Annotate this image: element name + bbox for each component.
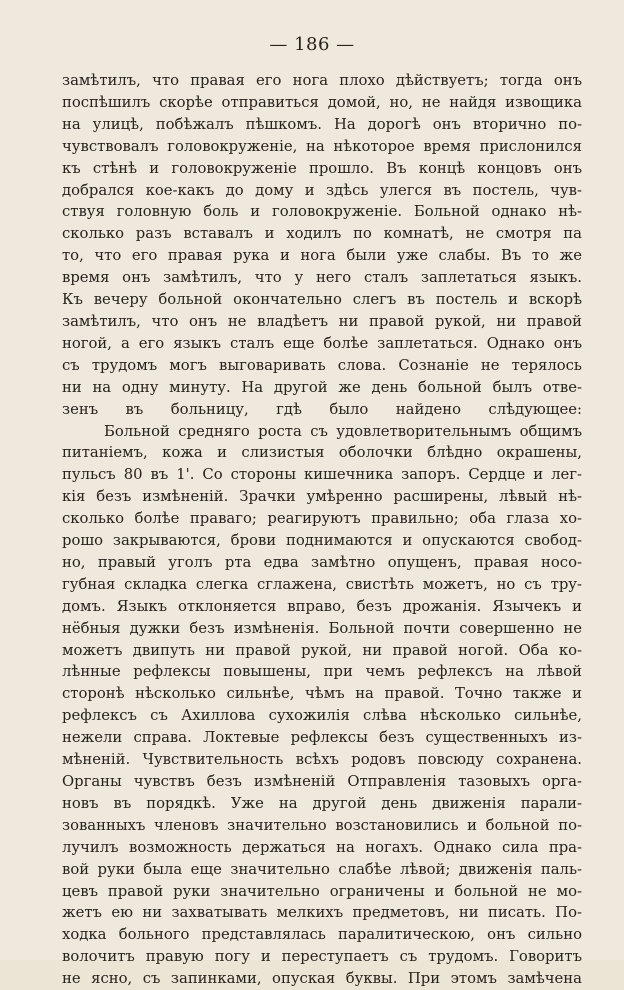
text-line: кія безъ измѣненій. Зрачки умѣренно расширены, лѣвый нѣ- [62,486,582,508]
text-line: ствуя головную боль и головокруженіе. Больной однако нѣ- [62,201,582,223]
text-line: зенъ въ больницу, гдѣ было найдено слѣдующее: [62,399,582,421]
text-line: къ стѣнѣ и головокруженіе прошло. Въ концѣ концовъ онъ [62,158,582,180]
text-line: рефлексъ съ Ахиллова сухожилія слѣва нѣсколько сильнѣе, [62,705,582,727]
text-line: лѣнные рефлексы повышены, при чемъ рефлексъ на лѣвой [62,661,582,683]
page-number: — 186 — [0,34,624,55]
text-line: питаніемъ, кожа и слизистыя оболочки блѣдно окрашены, [62,442,582,464]
text-line: цевъ правой руки значительно ограничены и больной не мо- [62,881,582,903]
text-line: можетъ двипуть ни правой рукой, ни правой ногой. Оба ко- [62,640,582,662]
text-line: новъ въ порядкѣ. Уже на другой день движенія парали- [62,793,582,815]
text-line: время онъ замѣтилъ, что у него сталъ заплетаться языкъ. [62,267,582,289]
text-line: ни на одну минуту. На другой же день больной былъ отве- [62,377,582,399]
text-line: Больной средняго роста съ удовлетворительнымъ общимъ [62,421,582,443]
text-line: лучилъ возможность держаться на ногахъ. Однако сила пра- [62,837,582,859]
text-line: ногой, а его языкъ сталъ еще болѣе заплетаться. Однако онъ [62,333,582,355]
text-line: добрался кое-какъ до дому и здѣсь улегся въ постель, чув- [62,180,582,202]
text-line: Органы чувствъ безъ измѣненій Отправленія тазовыхъ орга- [62,771,582,793]
text-line: нёбныя дужки безъ измѣненія. Больной почти совершенно не [62,618,582,640]
text-line: сколько разъ вставалъ и ходилъ по комнатѣ, не смотря па [62,223,582,245]
text-line: зованныхъ членовъ значительно возстановились и больной по- [62,815,582,837]
text-line: нежели справа. Локтевые рефлексы безъ существенныхъ из- [62,727,582,749]
body-text [62,70,582,990]
text-line: Къ вечеру больной окончательно слегъ въ постель и вскорѣ [62,289,582,311]
text-line: ходка больного представлялась паралитическою, онъ сильно [62,924,582,946]
text-line: рошо закрываются, брови поднимаются и опускаются свобод- [62,530,582,552]
text-line: на улицѣ, побѣжалъ пѣшкомъ. На дорогѣ онъ вторично по- [62,114,582,136]
text-line: но, правый уголъ рта едва замѣтно опущенъ, правая носо- [62,552,582,574]
text-line: мѣненій. Чувствительность всѣхъ родовъ повсюду сохранена. [62,749,582,771]
text-line: не ясно, съ запинками, опуская буквы. При этомъ замѣчена [62,968,582,990]
text-line: то, что его правая рука и нога были уже слабы. Въ то же [62,245,582,267]
text-line: чувствовалъ головокруженіе, на нѣкоторое время прислонился [62,136,582,158]
text-line: волочитъ правую погу и переступаетъ съ трудомъ. Говоритъ [62,946,582,968]
paragraph [62,421,582,990]
text-line: съ трудомъ могъ выговаривать слова. Сознаніе не терялось [62,355,582,377]
text-line: губная складка слегка сглажена, свистѣть можетъ, но съ тру- [62,574,582,596]
text-line: поспѣшилъ скорѣе отправиться домой, но, не найдя извощика [62,92,582,114]
text-line: замѣтилъ, что онъ не владѣетъ ни правой рукой, ни правой [62,311,582,333]
text-line: вой руки была еще значительно слабѣе лѣвой; движенія паль- [62,859,582,881]
text-line: сколько болѣе праваго; реагируютъ правильно; оба глаза хо- [62,508,582,530]
text-line: жетъ ею ни захватывать мелкихъ предметовъ, ни писать. По- [62,902,582,924]
text-line: пульсъ 80 въ 1'. Со стороны кишечника запоръ. Сердце и лег- [62,464,582,486]
text-line: сторонѣ нѣсколько сильнѣе, чѣмъ на правой. Точно также и [62,683,582,705]
paragraph [62,70,582,421]
text-line: домъ. Языкъ отклоняется вправо, безъ дрожанія. Язычекъ и [62,596,582,618]
text-line: замѣтилъ, что правая его нога плохо дѣйствуетъ; тогда онъ [62,70,582,92]
